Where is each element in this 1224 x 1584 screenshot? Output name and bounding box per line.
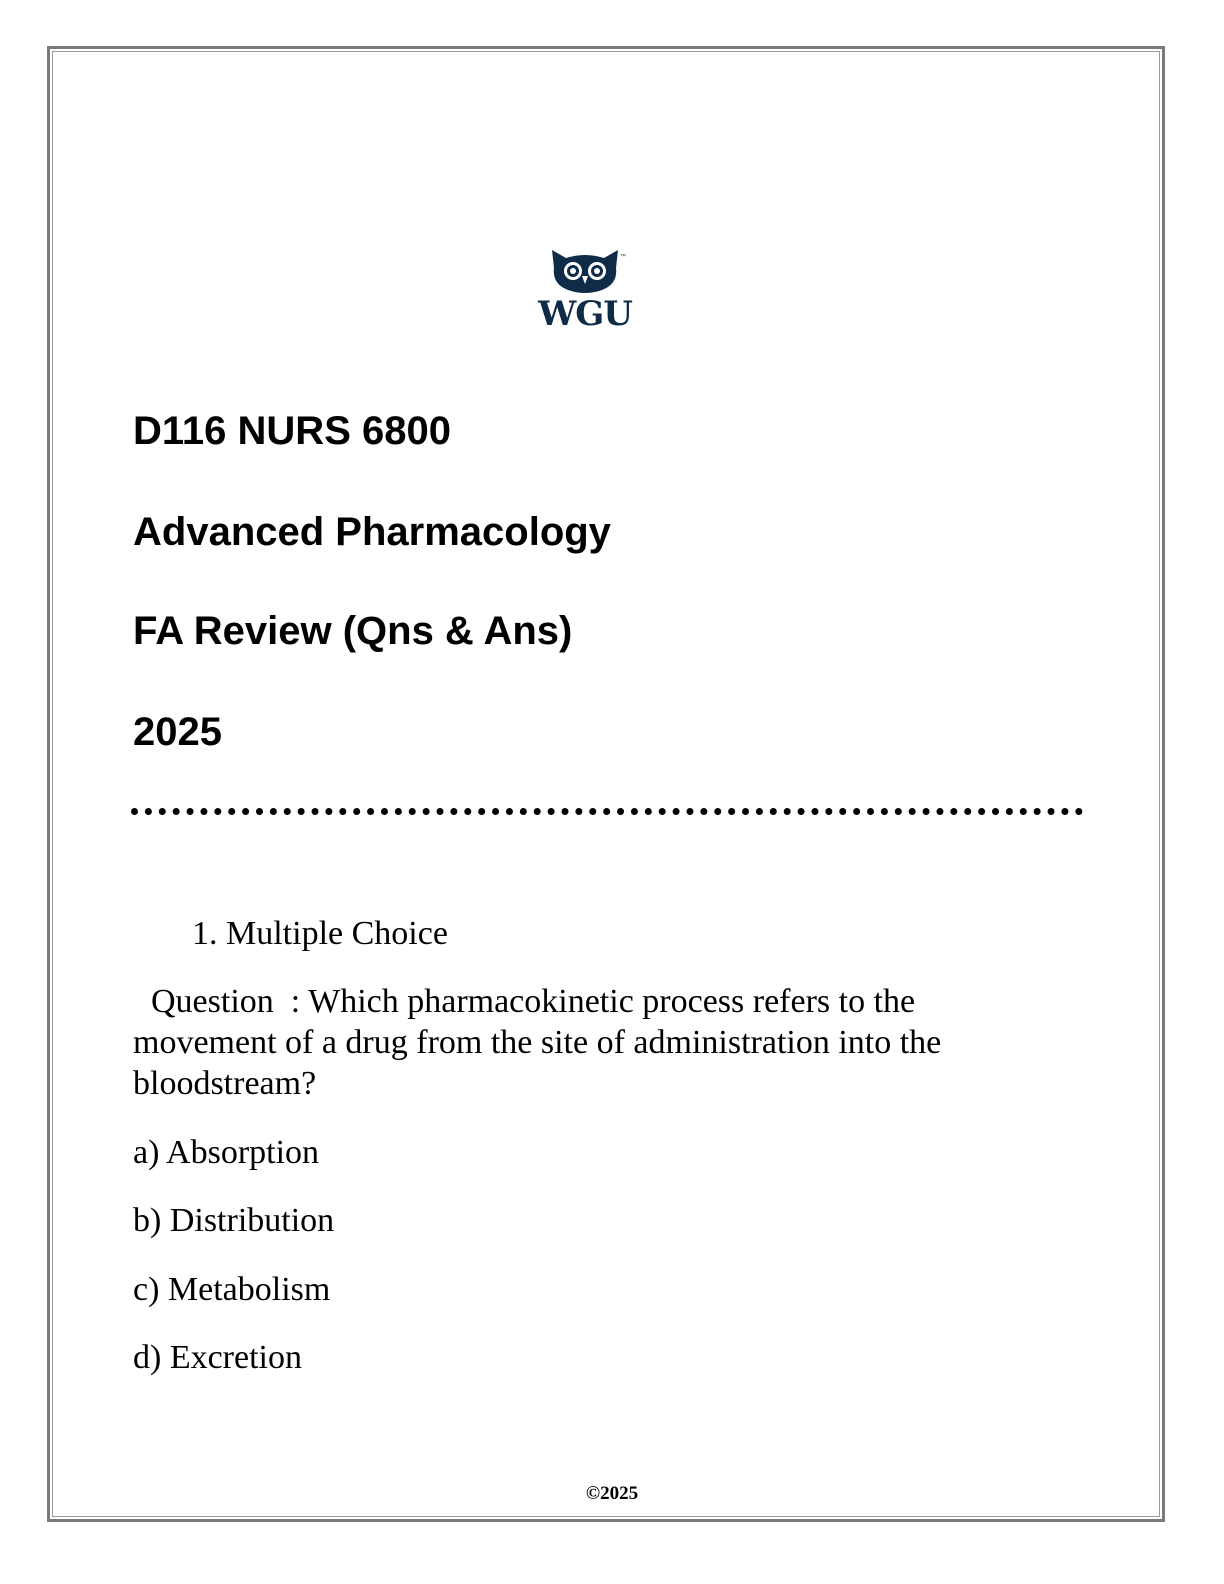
dotted-divider bbox=[131, 808, 1083, 815]
owl-icon bbox=[532, 246, 638, 294]
option-d: d) Excretion bbox=[133, 1339, 302, 1376]
course-title: Advanced Pharmacology bbox=[133, 510, 611, 554]
option-c: c) Metabolism bbox=[133, 1271, 331, 1308]
option-b: b) Distribution bbox=[133, 1202, 335, 1239]
section-label: 1. Multiple Choice bbox=[192, 915, 448, 952]
svg-text:™: ™ bbox=[620, 254, 626, 260]
copyright-footer: ©2025 bbox=[585, 1483, 639, 1504]
logo-wordmark: WGU bbox=[538, 294, 632, 334]
option-a: a) Absorption bbox=[133, 1134, 320, 1171]
course-code: D116 NURS 6800 bbox=[133, 409, 451, 453]
wgu-logo bbox=[532, 246, 638, 338]
question-prompt: Question : Which pharmacokinetic process refers to the movement of a drug from the site of administration into the bloodstream? bbox=[133, 983, 942, 1102]
document-subtitle: FA Review (Qns & Ans) bbox=[133, 609, 573, 653]
document-year: 2025 bbox=[133, 710, 222, 754]
